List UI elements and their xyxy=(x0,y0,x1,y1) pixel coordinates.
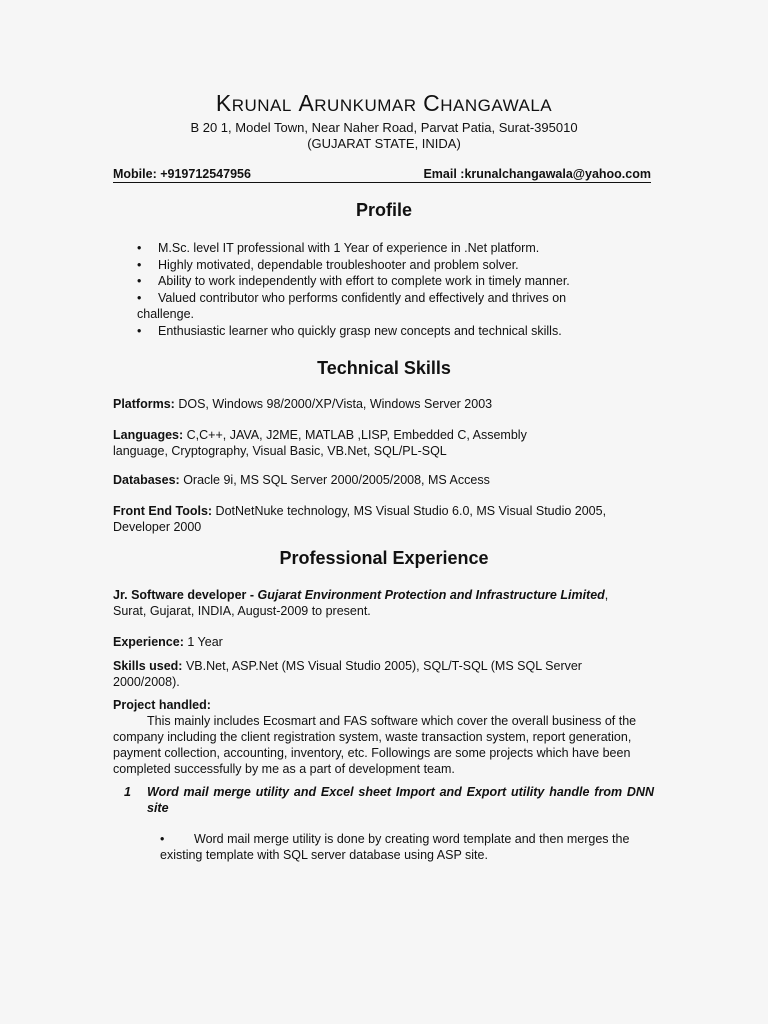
project-handled-label: Project handled: xyxy=(113,698,211,712)
name-part-3: CHANGAWALA xyxy=(423,90,553,116)
profile-list xyxy=(137,240,637,339)
candidate-name xyxy=(0,90,768,117)
profile-item: • M.Sc. level IT professional with 1 Year of experience in .Net platform. xyxy=(137,241,540,255)
frontend-tools-row: Front End Tools: DotNetNuke technology, MS Visual Studio 6.0, MS Visual Studio 2005, Developer 2000 xyxy=(113,504,607,534)
profile-heading: Profile xyxy=(355,200,412,220)
contact-row xyxy=(113,167,651,183)
profile-item: • Enthusiastic learner who quickly grasp new concepts and technical skills. xyxy=(137,323,562,338)
platforms-row: Platforms: DOS, Windows 98/2000/XP/Vista, Windows Server 2003 xyxy=(113,397,493,411)
project-description: This mainly includes Ecosmart and FAS software which cover the overall business of the company including the client registration system, waste transaction system, report generation, payment collection, accounting, inventory, etc. Followings are some projects which have been completed successfully by me as a part of development team. xyxy=(113,714,637,776)
experience-row: Experience: 1 Year xyxy=(113,635,223,649)
skills-used-row: Skills used: VB.Net, ASP.Net (MS Visual Studio 2005), SQL/T-SQL (MS SQL Server 2000/2008). xyxy=(113,659,582,689)
address-line-2: (GUJARAT STATE, INIDA) xyxy=(307,136,461,151)
profile-item: • Ability to work independently with effort to complete work in timely manner. xyxy=(137,274,570,288)
project-item-bullet: • Word mail merge utility is done by creating word template and then merges the existing template with SQL server database using ASP site. xyxy=(160,832,630,862)
job-title-row: Jr. Software developer - Gujarat Environment Protection and Infrastructure Limited, Surat, Gujarat, INDIA, August-2009 to present. xyxy=(113,588,609,618)
project-item-1 xyxy=(124,784,654,816)
mobile-number: Mobile: +919712547956 xyxy=(113,167,251,181)
skills-heading: Technical Skills xyxy=(317,358,451,378)
name-part-2: ARUNKUMAR xyxy=(298,90,417,116)
name-part-1: KRUNAL xyxy=(215,90,292,116)
languages-row: Languages: C,C++, JAVA, J2ME, MATLAB ,LISP, Embedded C, Assembly language, Cryptography, Visual Basic, VB.Net, SQL/PL-SQL xyxy=(113,428,527,458)
email-address: Email :krunalchangawala@yahoo.com xyxy=(423,167,651,181)
profile-item: • Valued contributor who performs confidently and effectively and thrives on challenge. xyxy=(137,290,567,321)
profile-item: • Highly motivated, dependable troubleshooter and problem solver. xyxy=(137,257,519,272)
project-item-number: 1 xyxy=(124,785,131,799)
address-line-1: B 20 1, Model Town, Near Naher Road, Parvat Patia, Surat-395010 xyxy=(190,120,578,135)
databases-row: Databases: Oracle 9i, MS SQL Server 2000/2005/2008, MS Access xyxy=(113,473,490,487)
experience-heading: Professional Experience xyxy=(279,548,489,568)
project-item-title: Word mail merge utility and Excel sheet Import and Export utility handle from DNN site xyxy=(147,785,654,815)
